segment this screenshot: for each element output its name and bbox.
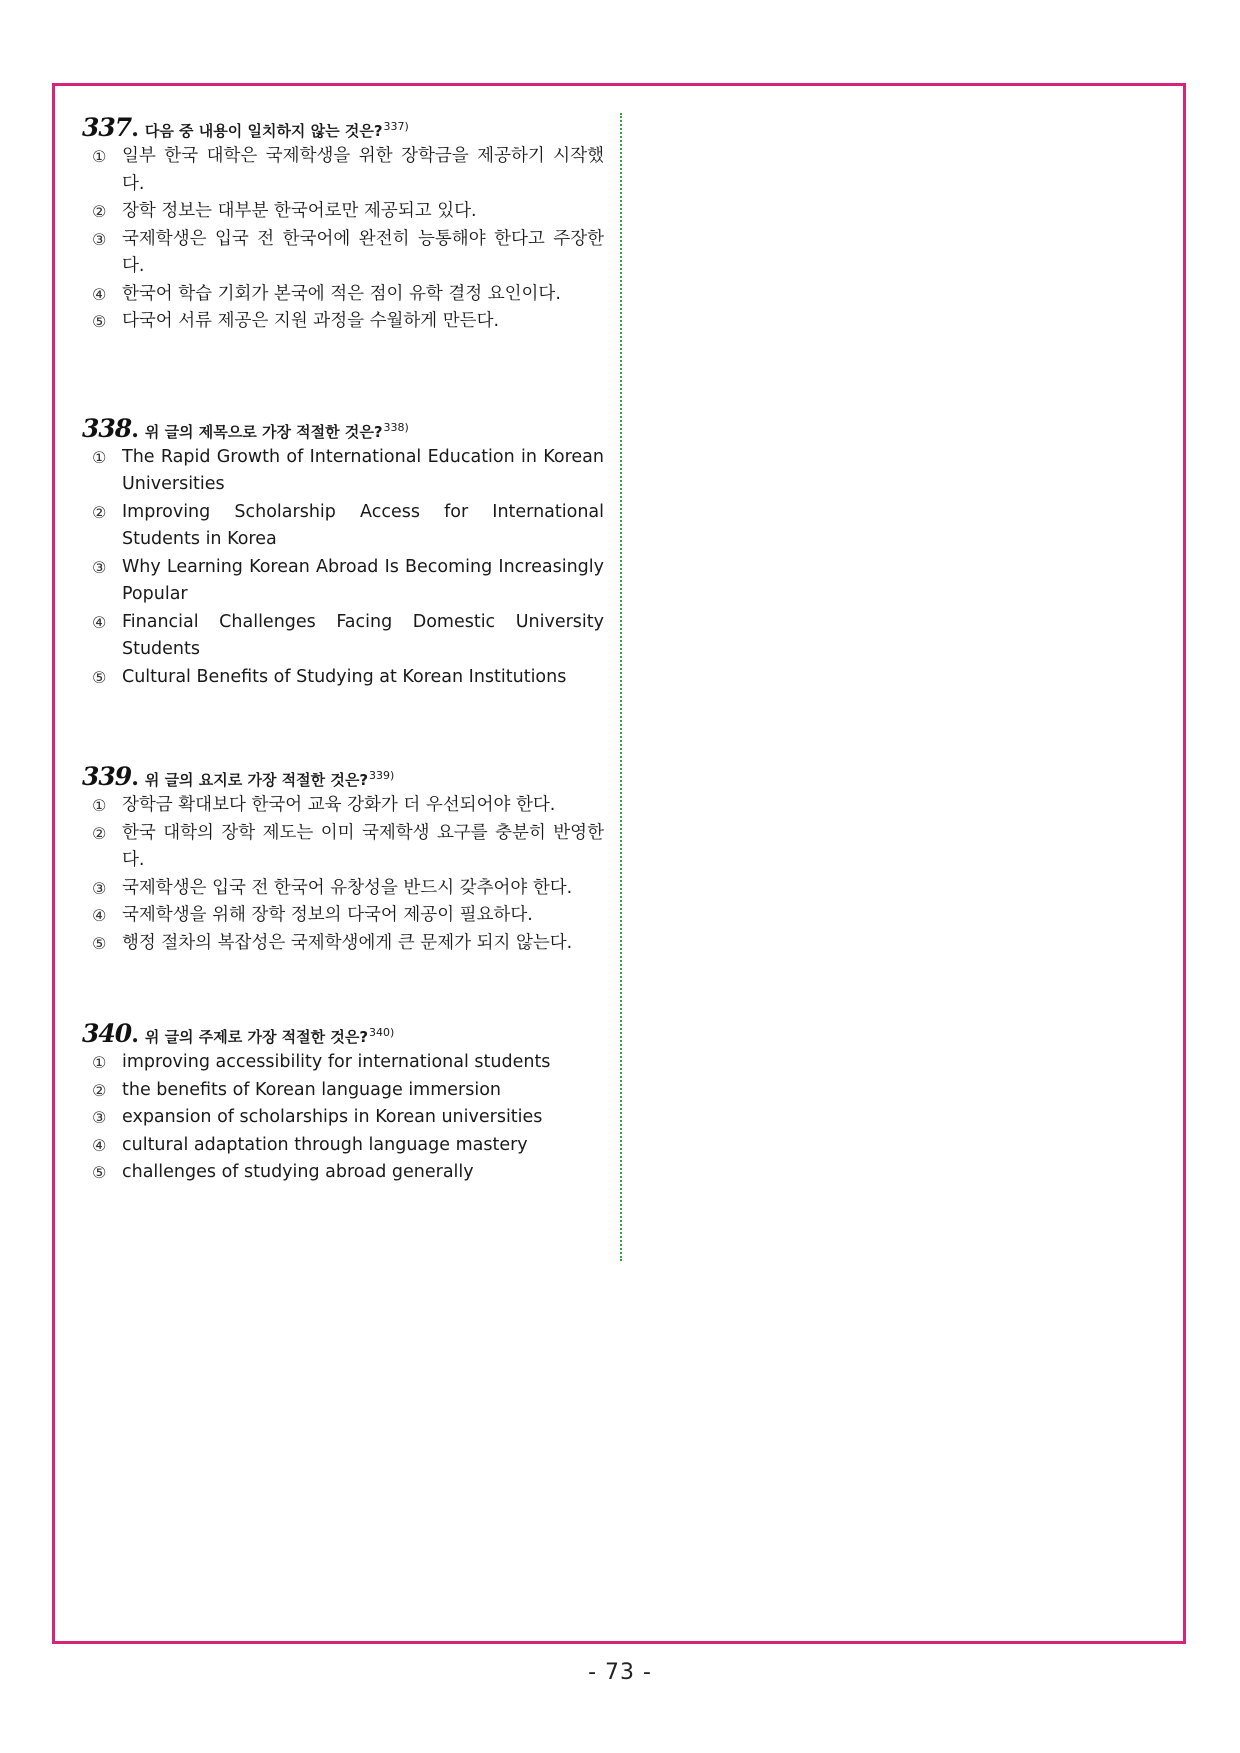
option-1[interactable]	[82, 143, 604, 198]
question-number: 340	[82, 1019, 132, 1048]
option-list	[82, 444, 604, 692]
option-marker: ⑤	[92, 312, 107, 331]
question-prompt: 다음 중 내용이 일치하지 않는 것은?	[144, 122, 383, 140]
question-number: 338	[82, 413, 132, 443]
option-marker: ④	[92, 612, 107, 632]
option-3[interactable]	[82, 875, 604, 903]
left-column	[82, 113, 604, 1187]
option-text: 한국어 학습 기회가 본국에 적은 점이 유학 결정 요인이다.	[122, 283, 561, 304]
option-2[interactable]	[82, 198, 604, 226]
option-marker: ④	[92, 284, 107, 304]
question-footnote: 338)	[383, 420, 409, 434]
option-3[interactable]	[82, 226, 604, 281]
option-5[interactable]	[82, 930, 604, 958]
option-5[interactable]	[82, 1159, 604, 1187]
page-number: - 73 -	[588, 1660, 652, 1685]
option-text: 장학 정보는 대부분 한국어로만 제공되고 있다.	[122, 201, 477, 221]
option-text: the benefits of Korean language immersion	[122, 1079, 502, 1100]
question-footnote: 339)	[369, 769, 395, 782]
option-text: improving accessibility for international students	[122, 1052, 551, 1072]
option-marker: ③	[92, 878, 107, 898]
option-list	[82, 143, 604, 336]
question-number: 339	[82, 762, 132, 791]
option-text: Improving Scholarship Access for International Students in Korea	[122, 501, 604, 549]
question-header	[82, 762, 604, 792]
option-list	[82, 1049, 604, 1187]
option-text: 행정 절차의 복잡성은 국제학생에게 큰 문제가 되지 않는다.	[122, 932, 573, 953]
option-text: Cultural Benefits of Studying at Korean Institutions	[122, 666, 567, 687]
option-marker: ①	[92, 796, 107, 815]
option-text: cultural adaptation through language mastery	[122, 1134, 528, 1155]
option-text: 국제학생을 위해 장학 정보의 다국어 제공이 필요하다.	[122, 905, 533, 925]
question-prompt: 위 글의 요지로 가장 적절한 것은?	[144, 771, 369, 789]
option-marker: ②	[92, 502, 107, 522]
question-340	[82, 1019, 604, 1187]
question-338	[82, 414, 604, 692]
question-number: 337	[82, 113, 132, 142]
option-text: 일부 한국 대학은 국제학생을 위한 장학금을 제공하기 시작했다.	[122, 146, 604, 194]
spacer	[82, 336, 604, 414]
question-337	[82, 113, 604, 336]
option-marker: ②	[92, 1080, 107, 1100]
option-4[interactable]	[82, 281, 604, 309]
question-header	[82, 414, 604, 444]
option-marker: ①	[92, 147, 107, 166]
option-marker: ①	[92, 447, 107, 467]
question-number-dot: .	[131, 765, 139, 791]
question-header	[82, 1019, 604, 1049]
option-list	[82, 792, 604, 957]
option-text: 국제학생은 입국 전 한국어 유창성을 반드시 갖추어야 한다.	[122, 877, 573, 898]
option-1[interactable]	[82, 444, 604, 499]
question-footnote: 340)	[369, 1026, 395, 1039]
option-marker: ②	[92, 202, 107, 221]
option-3[interactable]	[82, 1104, 604, 1132]
question-header	[82, 113, 604, 143]
question-prompt: 위 글의 제목으로 가장 적절한 것은?	[144, 422, 383, 441]
option-marker: ③	[92, 557, 107, 577]
option-text: expansion of scholarships in Korean universities	[122, 1107, 543, 1127]
question-number-dot: .	[131, 1022, 139, 1048]
option-text: 한국 대학의 장학 제도는 이미 국제학생 요구를 충분히 반영한다.	[122, 822, 604, 870]
option-marker: ④	[92, 906, 107, 925]
option-marker: ①	[92, 1053, 107, 1072]
option-text: 장학금 확대보다 한국어 교육 강화가 더 우선되어야 한다.	[122, 795, 556, 815]
option-text: 다국어 서류 제공은 지원 과정을 수월하게 만든다.	[122, 311, 500, 331]
option-text: Financial Challenges Facing Domestic University Students	[122, 611, 604, 659]
column-divider	[620, 113, 622, 1261]
option-5[interactable]	[82, 664, 604, 692]
option-4[interactable]	[82, 902, 604, 930]
option-1[interactable]	[82, 792, 604, 820]
option-marker: ④	[92, 1135, 107, 1155]
option-5[interactable]	[82, 308, 604, 336]
option-text: 국제학생은 입국 전 한국어에 완전히 능통해야 한다고 주장한다.	[122, 228, 604, 276]
option-marker: ⑤	[92, 1163, 107, 1182]
option-marker: ③	[92, 1108, 107, 1127]
option-text: challenges of studying abroad generally	[122, 1162, 474, 1182]
option-marker: ③	[92, 229, 107, 249]
option-3[interactable]	[82, 554, 604, 609]
option-2[interactable]	[82, 820, 604, 875]
option-marker: ⑤	[92, 933, 107, 953]
question-number-dot: .	[131, 416, 139, 443]
question-number-dot: .	[131, 116, 139, 142]
option-1[interactable]	[82, 1049, 604, 1077]
option-2[interactable]	[82, 499, 604, 554]
option-4[interactable]	[82, 609, 604, 664]
option-marker: ②	[92, 823, 107, 843]
option-2[interactable]	[82, 1077, 604, 1105]
question-339	[82, 762, 604, 957]
option-4[interactable]	[82, 1132, 604, 1160]
spacer	[82, 691, 604, 762]
question-footnote: 337)	[383, 120, 409, 133]
option-text: The Rapid Growth of International Education in Korean Universities	[122, 446, 604, 494]
option-marker: ⑤	[92, 667, 107, 687]
question-prompt: 위 글의 주제로 가장 적절한 것은?	[144, 1028, 369, 1046]
option-text: Why Learning Korean Abroad Is Becoming Increasingly Popular	[122, 556, 604, 604]
spacer	[82, 957, 604, 1019]
